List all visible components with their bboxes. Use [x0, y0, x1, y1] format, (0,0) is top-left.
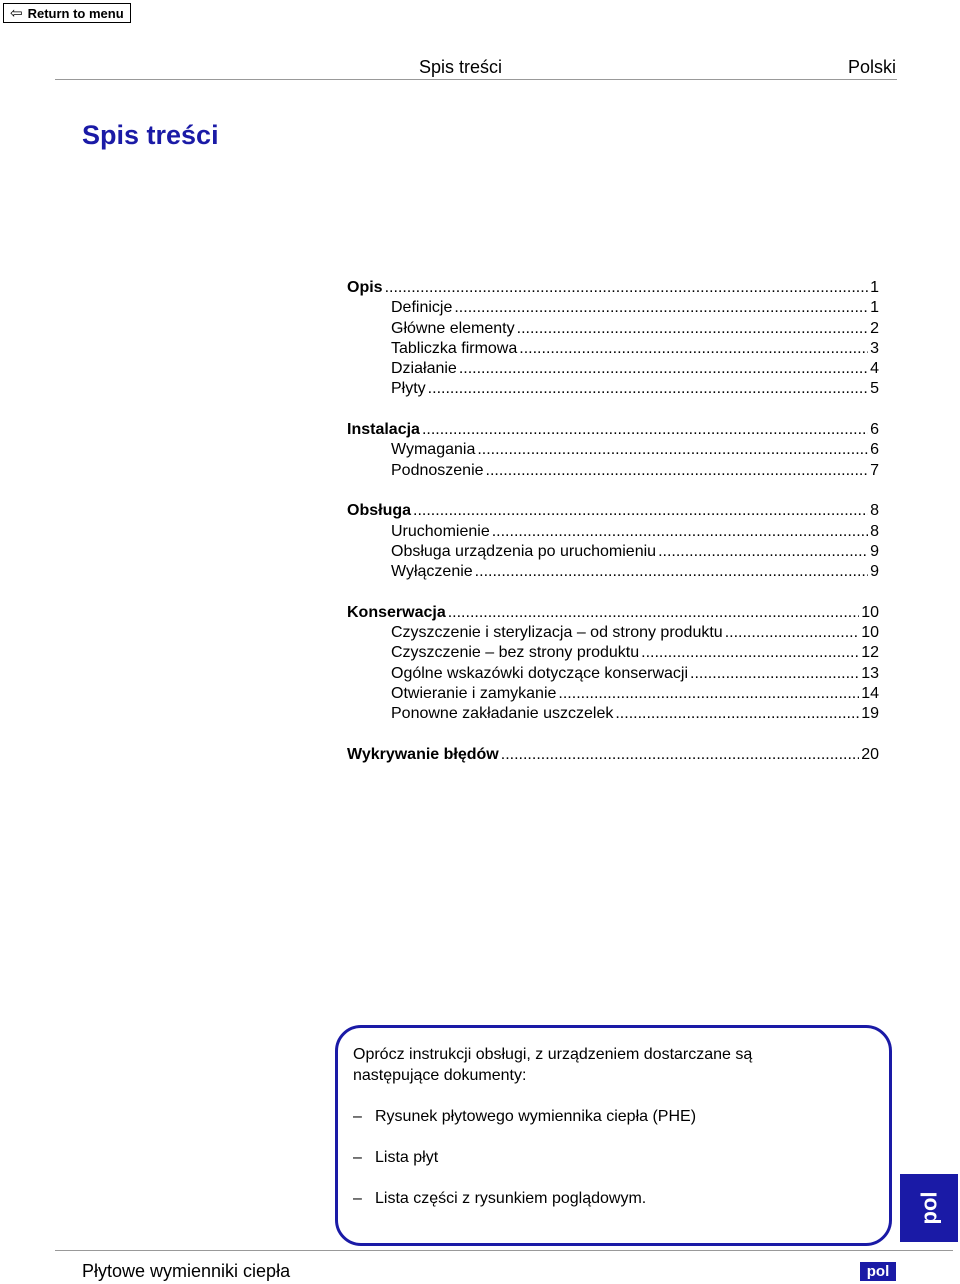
toc-entry-title: Obsługa urządzenia po uruchomieniu: [391, 542, 657, 560]
language-side-tab[interactable]: [900, 1174, 958, 1242]
toc-section-entry[interactable]: [347, 440, 879, 460]
toc-dot-leader: [501, 745, 859, 765]
toc-entry-title: Instalacja: [347, 421, 420, 439]
toc-section-entry[interactable]: [347, 379, 879, 399]
toc-dot-leader: [422, 420, 868, 440]
toc-dot-leader: [454, 298, 868, 318]
toc-page-number: 1: [870, 299, 879, 317]
toc-dot-leader: [519, 339, 868, 359]
toc-section-entry[interactable]: [347, 542, 879, 562]
note-item: [353, 1188, 646, 1209]
toc-section-entry[interactable]: [347, 461, 879, 481]
note-item-text: Lista części z rysunkiem poglądowym.: [375, 1190, 647, 1207]
toc-page-number: 8: [870, 522, 879, 540]
toc-entry-title: Otwieranie i zamykanie: [391, 684, 557, 702]
toc-dot-leader: [641, 643, 859, 663]
table-of-contents: [347, 278, 879, 765]
toc-dot-leader: [428, 379, 868, 399]
footer-divider: [55, 1250, 953, 1251]
toc-dot-leader: [558, 684, 859, 704]
toc-entry-title: Wykrywanie błędów: [347, 745, 499, 763]
toc-entry-title: Definicje: [391, 299, 453, 317]
toc-section-entry[interactable]: [347, 339, 879, 359]
toc-entry-title: Główne elementy: [391, 319, 515, 337]
toc-section-entry[interactable]: [347, 298, 879, 318]
note-item: [353, 1106, 696, 1127]
toc-page-number: 20: [861, 745, 879, 763]
toc-dot-leader: [615, 704, 859, 724]
toc-entry-title: Konserwacja: [347, 603, 446, 621]
toc-page-number: 1: [870, 279, 879, 296]
toc-page-number: 4: [870, 360, 879, 378]
toc-dot-leader: [658, 542, 868, 562]
toc-section-entry[interactable]: [347, 522, 879, 542]
toc-entry-title: Opis: [347, 279, 383, 296]
toc-chapter-entry[interactable]: [347, 420, 879, 440]
toc-dot-leader: [690, 664, 859, 684]
toc-section-entry[interactable]: [347, 359, 879, 379]
toc-section-entry[interactable]: [347, 562, 879, 582]
toc-page-number: 14: [861, 684, 879, 702]
toc-entry-title: Podnoszenie: [391, 461, 484, 479]
toc-section-entry[interactable]: [347, 623, 879, 643]
footer-language-tab[interactable]: pol: [860, 1262, 896, 1281]
toc-dot-leader: [475, 562, 868, 582]
toc-page-number: 2: [870, 319, 879, 337]
toc-chapter-entry[interactable]: [347, 603, 879, 623]
toc-page-number: 10: [861, 603, 879, 621]
toc-dot-leader: [413, 501, 868, 521]
note-item: [353, 1147, 438, 1168]
toc-page-number: 6: [870, 441, 879, 459]
toc-entry-title: Płyty: [391, 380, 426, 398]
toc-entry-title: Ponowne zakładanie uszczelek: [391, 705, 614, 723]
return-to-menu-button[interactable]: [3, 3, 131, 23]
dash-bullet: –: [353, 1149, 362, 1166]
toc-page-number: 9: [870, 563, 879, 581]
toc-section-entry[interactable]: [347, 684, 879, 704]
footer-title: Płytowe wymienniki ciepła: [82, 1261, 291, 1281]
toc-dot-leader: [725, 623, 860, 643]
toc-page-number: 5: [870, 380, 879, 398]
note-item-text: Rysunek płytowego wymiennika ciepła (PHE): [375, 1108, 697, 1125]
header-divider: [55, 79, 897, 80]
note-item-text: Lista płyt: [375, 1149, 439, 1166]
return-to-menu-label: Return to menu: [27, 5, 124, 21]
toc-dot-leader: [477, 440, 868, 460]
dash-bullet: –: [353, 1108, 362, 1125]
toc-entry-title: Wyłączenie: [391, 563, 473, 581]
toc-entry-title: Ogólne wskazówki dotyczące konserwacji: [391, 664, 689, 682]
toc-page-number: 19: [861, 705, 879, 723]
toc-page-number: 6: [870, 421, 879, 439]
note-intro: Oprócz instrukcji obsługi, z urządzeniem dostarczane są następujące dokumenty:: [353, 1046, 753, 1084]
toc-section-entry[interactable]: [347, 643, 879, 663]
toc-dot-leader: [492, 522, 868, 542]
toc-entry-title: Czyszczenie i sterylizacja – od strony produktu: [391, 624, 723, 642]
toc-page-number: 3: [870, 339, 879, 357]
toc-entry-title: Działanie: [391, 360, 457, 378]
toc-chapter-entry[interactable]: [347, 278, 879, 298]
toc-page-number: 12: [861, 644, 879, 662]
back-arrow-icon: ⇦: [10, 4, 23, 22]
toc-section-entry[interactable]: [347, 664, 879, 684]
toc-entry-title: Tabliczka firmowa: [391, 339, 518, 357]
toc-chapter-entry[interactable]: [347, 501, 879, 521]
accompanying-documents-note: [335, 1025, 892, 1246]
toc-dot-leader: [517, 319, 868, 339]
language-side-tab-label: pol: [916, 1191, 941, 1225]
toc-section-entry[interactable]: [347, 704, 879, 724]
toc-dot-leader: [448, 603, 859, 623]
toc-dot-leader: [459, 359, 868, 379]
header-section-title: Spis treści: [419, 57, 503, 77]
toc-page-number: 13: [861, 664, 879, 682]
toc-chapter-entry[interactable]: [347, 745, 879, 765]
toc-entry-title: Obsługa: [347, 502, 412, 520]
toc-entry-title: Uruchomienie: [391, 522, 490, 540]
toc-entry-title: Wymagania: [391, 441, 476, 459]
header-language: Polski: [847, 57, 896, 77]
toc-page-number: 8: [870, 502, 879, 520]
dash-bullet: –: [353, 1190, 362, 1207]
toc-page-number: 9: [870, 542, 879, 560]
toc-entry-title: Czyszczenie – bez strony produktu: [391, 644, 640, 662]
toc-page-number: 7: [870, 461, 879, 479]
toc-dot-leader: [385, 278, 869, 298]
toc-page-number: 10: [861, 624, 879, 642]
toc-dot-leader: [486, 461, 869, 481]
toc-section-entry[interactable]: [347, 319, 879, 339]
page-title: Spis treści: [82, 120, 219, 150]
